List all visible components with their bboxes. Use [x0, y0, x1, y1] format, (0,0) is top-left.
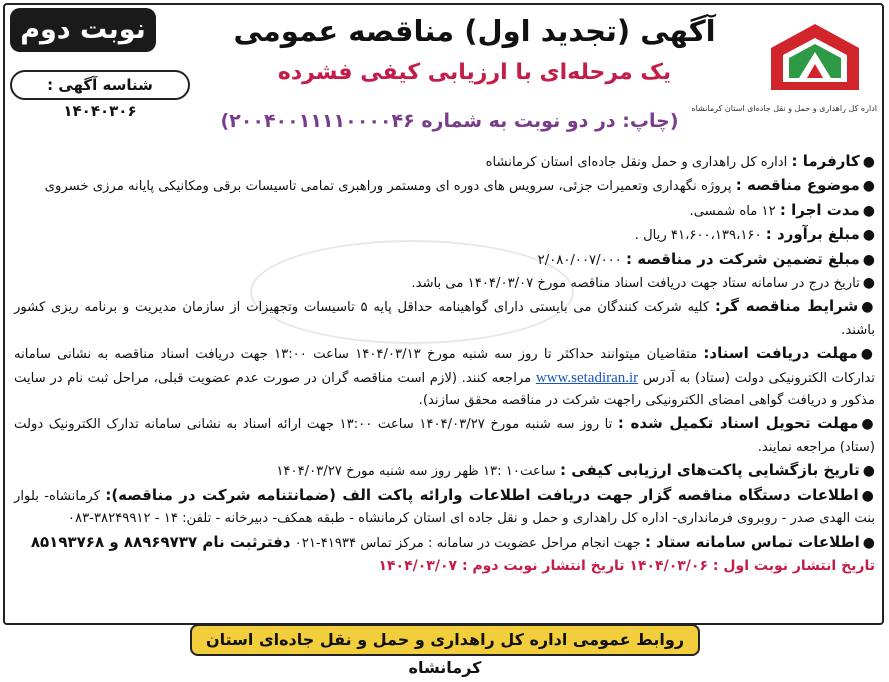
notice-id-label: شناسه آگهی : [47, 76, 153, 94]
bullet-icon: ● [862, 227, 875, 244]
estimate-row [14, 223, 875, 247]
opening-label: تاریخ بازگشایی پاکت‌های ارزیابی کیفی : [560, 461, 860, 480]
guarantee-label: مبلغ تضمین شرکت در مناقصه : [626, 249, 860, 268]
duration-label: مدت اجرا : [779, 200, 860, 219]
info-row [14, 484, 875, 531]
bullet-icon: ● [861, 299, 875, 316]
deliver-label: مهلت تحویل اسناد تکمیل شده : [617, 414, 859, 433]
contact-value-2: دفترثبت نام ۸۸۹۶۹۷۳۷ و ۸۵۱۹۳۷۶۸ [30, 532, 291, 551]
pub-first-value: ۱۴۰۴/۰۳/۰۶ [629, 557, 709, 574]
page-subtitle: یک مرحله‌ای با ارزیابی کیفی فشرده [277, 60, 672, 85]
subject-row [14, 174, 875, 198]
conditions-value: کلیه شرکت کنندگان می بایستی دارای گواهینامه حداقل پایه ۵ تاسیسات وتجهیزات از سازمان مدیریت و برنامه ریزی کشور باشند. [14, 300, 875, 338]
duration-value: ۱۲ ماه شمسی. [689, 203, 776, 219]
footer-banner: روابط عمومی اداره کل راهداری و حمل و نقل جاده‌ای استان کرمانشاه [190, 624, 700, 656]
ministry-logo-icon [769, 22, 861, 92]
pub-second-value: ۱۴۰۴/۰۳/۰۷ [378, 557, 458, 574]
contact-row [14, 531, 875, 555]
conditions-row [14, 295, 875, 342]
bullet-icon: ● [862, 463, 875, 480]
receive-row [14, 342, 875, 412]
publication-row [14, 555, 875, 577]
posting-row [14, 272, 875, 295]
subject-value: پروژه نگهداری وتعمیرات جزئی، سرویس های دوره ای ومستمر وراهبری تمامی تاسیسات برقی ومکانیکی پایانه مرزی خسروی [44, 179, 732, 195]
opening-value: ساعت۱۰ :۱۳ ظهر روز سه شنبه مورخ ۱۴۰۴/۰۳/۲۷ [276, 464, 556, 480]
info-label: اطلاعات دستگاه مناقصه گزار جهت دریافت اطلاعات وارائه پاکت الف (ضمانتنامه شرکت در مناقصه): [105, 485, 859, 504]
deliver-value: تا روز سه شنبه مورخ ۱۴۰۴/۰۳/۲۷ ساعت ۱۳:۰۰ جهت ارائه اسناد به نشانی سامانه تدارک الکترونیک دولت (ستاد) مراجعه نمایند. [14, 417, 875, 455]
logo-caption: اداره کل راهداری و حمل و نقل جاده‌ای استان کرمانشاه [691, 104, 877, 113]
bullet-icon: ● [862, 154, 875, 170]
page-title: آگهی (تجدید اول) مناقصه عمومی [233, 14, 716, 48]
subject-label: موضوع مناقصه : [735, 176, 860, 195]
round-badge: نوبت دوم [10, 8, 156, 52]
guarantee-value: ۲/۰۸۰/۰۰۷/۰۰۰ [537, 252, 622, 268]
receive-label: مهلت دریافت اسناد: [703, 344, 858, 363]
bullet-icon: ● [862, 202, 875, 219]
notice-id-value: ۱۴۰۴۰۳۰۶ [63, 102, 137, 120]
info-value: کرمانشاه- بلوار بنت الهدی صدر - روبروی فرمانداری- اداره کل راهداری و حمل و نقل جاده ای استان کرمانشاه - طبقه همکف- دبیرخانه - تلفن: ۱۴ - ۳۸۲۴۹۹۱۲-۰۸۳ [14, 488, 875, 527]
contact-label: اطلاعات تماس سامانه ستاد : [645, 532, 860, 551]
print-note: (چاپ: در دو نوبت به شماره ۲۰۰۴۰۰۱۱۱۱۰۰۰۰۴۶) [220, 110, 679, 132]
bullet-icon: ● [861, 416, 875, 433]
deliver-row [14, 412, 875, 459]
employer-value: اداره کل راهداری و حمل ونقل جاده‌ای استان کرمانشاه [485, 155, 788, 170]
receive-value-2: مراجعه کنند. (لازم است مناقصه گران در صورت عدم عضویت قبلی، مراحل ثبت نام در سایت مذکور و دریافت گواهی امضای الکترونیکی راجهت شرکت در مناقصه محقق سازند). [14, 370, 875, 409]
pub-first-label: تاریخ انتشار نوبت اول : [712, 557, 875, 574]
estimate-label: مبلغ برآورد : [765, 225, 860, 244]
bullet-icon: ● [862, 275, 875, 292]
notice-body [14, 150, 875, 577]
duration-row [14, 199, 875, 223]
contact-value-1: جهت انجام مراحل عضویت در سامانه : مرکز تماس ۴۱۹۳۴-۰۲۱ [294, 535, 641, 551]
bullet-icon: ● [861, 487, 875, 504]
bullet-icon: ● [860, 346, 875, 363]
employer-row [14, 150, 875, 174]
posting-text: تاریخ درج در سامانه ستاد جهت دریافت اسناد مناقصه مورخ ۱۴۰۴/۰۳/۰۷ می باشد. [411, 276, 860, 292]
setad-link[interactable]: www.setadiran.ir [535, 369, 639, 386]
receive-value-1: متقاضیان میتوانند حداکثر تا روز سه شنبه مورخ ۱۴۰۴/۰۳/۱۳ ساعت ۱۳:۰۰ جهت دریافت اسناد مناقصه به نشانی سامانه تدارکات الکترونیکی دولت (ستاد) به آدرس [14, 347, 875, 386]
estimate-value: ۴۱،۶۰۰،۱۳۹،۱۶۰ ریال . [634, 228, 762, 244]
notice-id [10, 70, 190, 120]
pub-second-label: تاریخ انتشار نوبت دوم : [461, 557, 625, 574]
guarantee-row [14, 248, 875, 272]
bullet-icon: ● [862, 251, 875, 268]
bullet-icon: ● [862, 534, 875, 551]
bullet-icon: ● [862, 178, 875, 195]
opening-row [14, 459, 875, 483]
conditions-label: شرایط مناقصه گر: [714, 297, 859, 316]
employer-label: کارفرما : [791, 152, 860, 170]
